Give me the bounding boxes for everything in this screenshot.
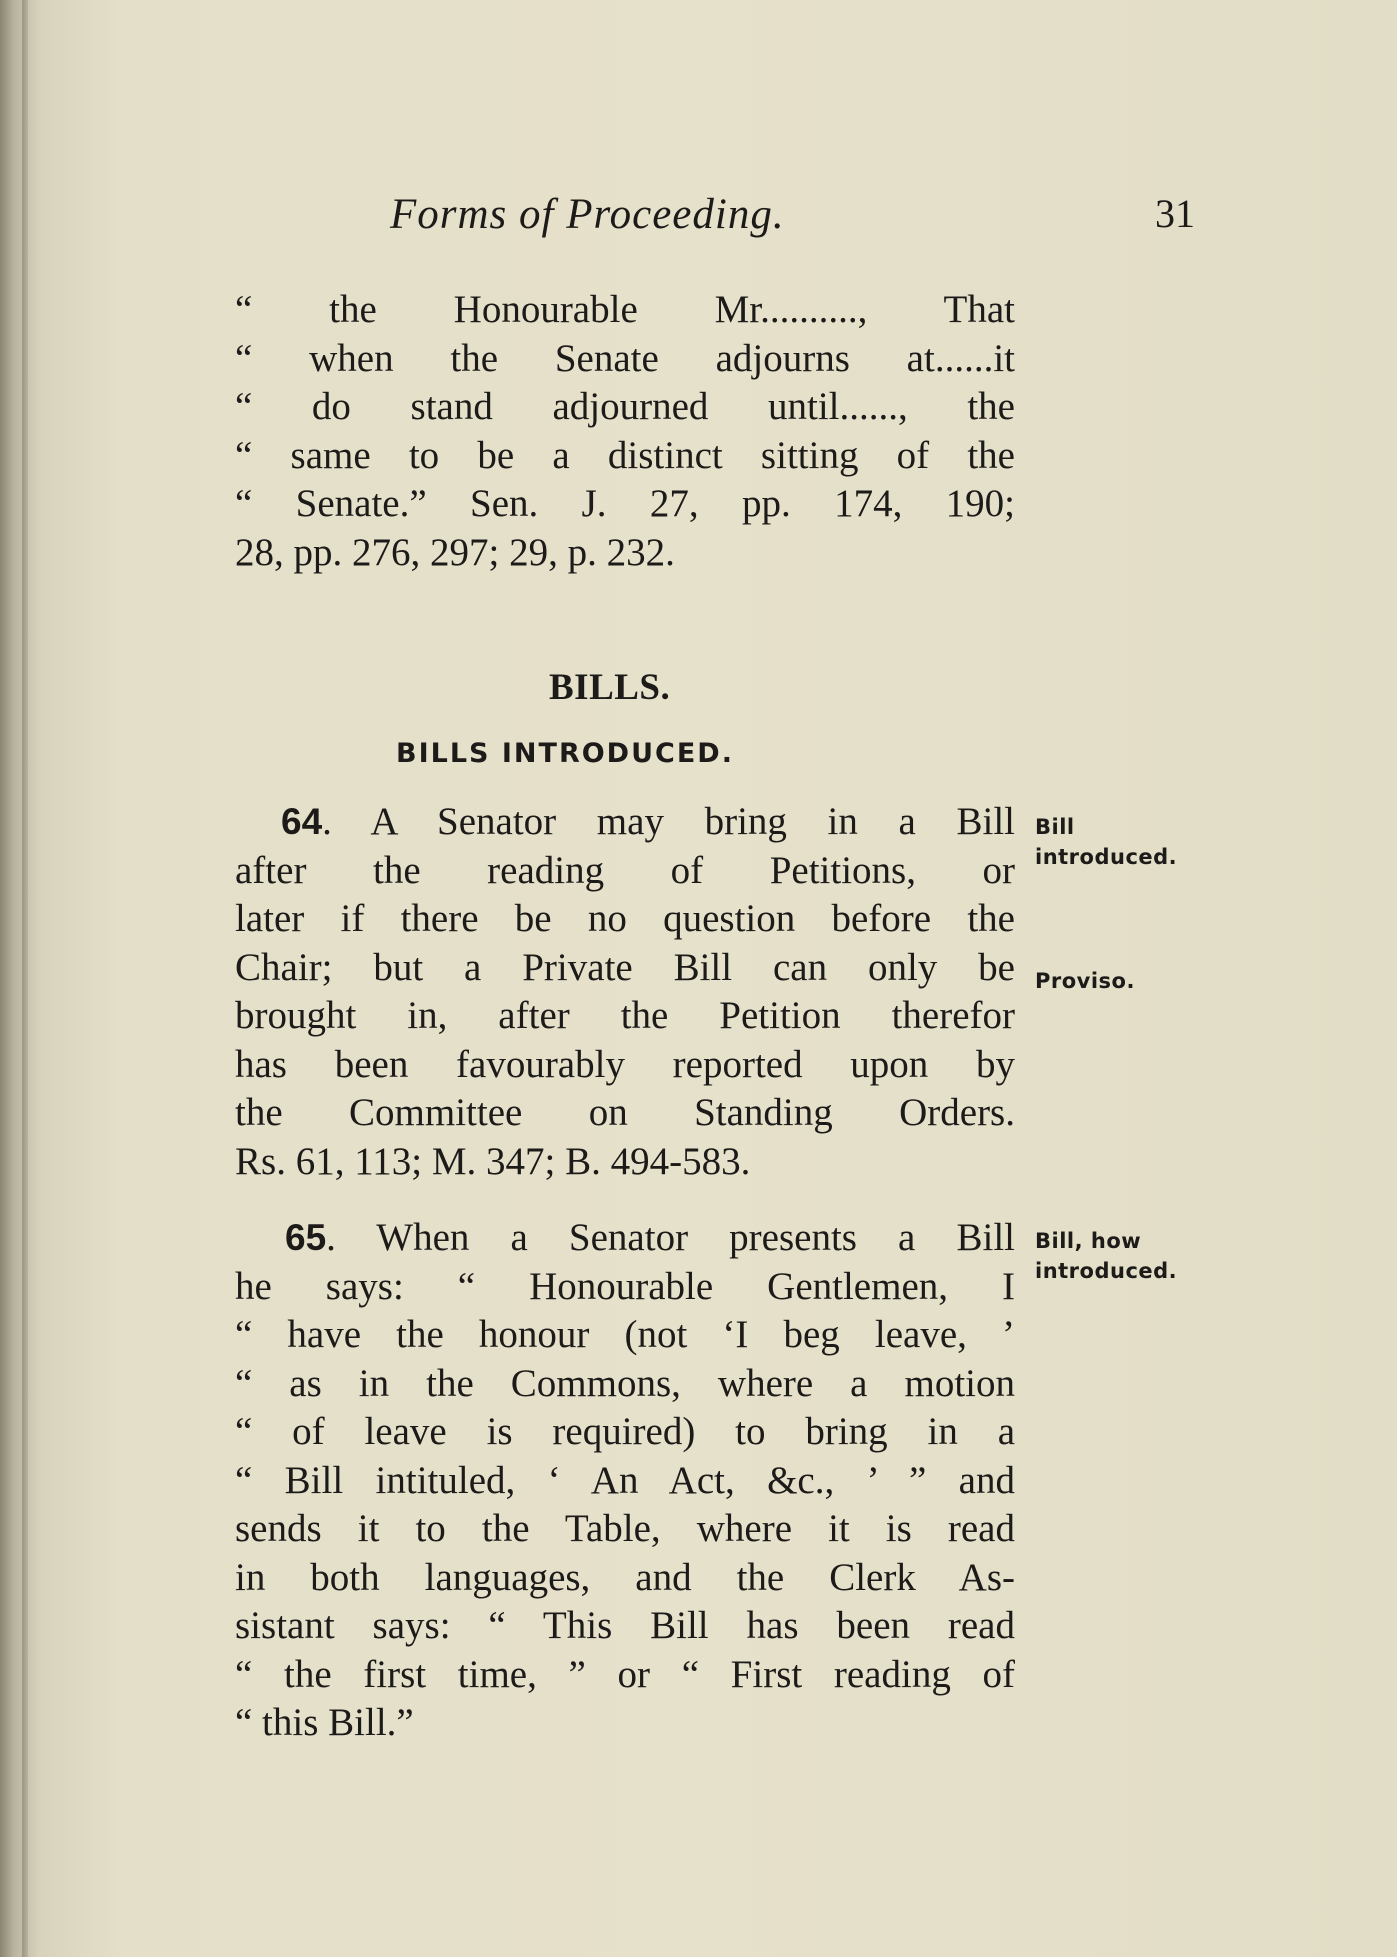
running-title: Forms of Proceeding. [390, 191, 785, 238]
text-line: he says: “ Honourable Gentlemen, I [235, 1264, 1015, 1308]
top-paragraph [235, 286, 1015, 577]
page-header [0, 190, 1397, 250]
text-line: 28, pp. 276, 297; 29, p. 232. [235, 530, 675, 574]
text-line: “ of leave is required) to bring in a [235, 1410, 1015, 1453]
text-line: “ as in the Commons, where a motion [235, 1361, 1015, 1405]
text-line: brought in, after the Petition therefor [235, 994, 1015, 1037]
text-line: sistant says: “ This Bill has been read [235, 1604, 1015, 1647]
text-line: “ same to be a distinct sitting of the [235, 433, 1015, 477]
binding-gutter [22, 0, 28, 1957]
text-line: in both languages, and the Clerk As- [235, 1555, 1015, 1599]
margin-note-bill-introduced [1035, 812, 1177, 872]
section-subheading: BILLS INTRODUCED. [396, 738, 734, 769]
section-title: BILLS. [549, 667, 671, 708]
text-line: Chair; but a Private Bill can only be [235, 945, 1015, 989]
text-line: “ do stand adjourned until......, the [235, 385, 1015, 428]
rule-number: 64 [281, 801, 323, 842]
text-line: “ the Honourable Mr.........., That [235, 288, 1015, 331]
text-line: “ Bill intituled, ‘ An Act, &c., ’ ” and [235, 1458, 1015, 1502]
text-line: “ this Bill.” [235, 1701, 414, 1744]
text-line-content: . A Senator may bring in a Bill [322, 800, 1015, 843]
text-line: after the reading of Petitions, or [235, 848, 1015, 892]
page-number: 31 [1155, 191, 1195, 236]
rule-64-paragraph [235, 798, 1015, 1186]
text-line-content: . When a Senator presents a Bill [326, 1216, 1015, 1259]
text-line-first [235, 798, 1015, 847]
text-line: later if there be no question before the [235, 897, 1015, 940]
text-line: sends it to the Table, where it is read [235, 1507, 1015, 1550]
text-line: has been favourably reported upon by [235, 1042, 1015, 1086]
margin-note-line: Bill, how [1035, 1229, 1142, 1253]
text-line: the Committee on Standing Orders. [235, 1091, 1015, 1134]
rule-number: 65 [285, 1217, 327, 1258]
text-line: “ when the Senate adjourns at......it [235, 336, 1015, 380]
text-line: “ the first time, ” or “ First reading of [235, 1652, 1015, 1696]
text-line: “ have the honour (not ‘I beg leave, ’ [235, 1313, 1015, 1356]
text-line-first [235, 1214, 1015, 1263]
margin-note-line: Bill [1035, 815, 1075, 839]
rule-65-paragraph [235, 1214, 1015, 1748]
margin-note-line: introduced. [1035, 845, 1178, 869]
margin-note-line: introduced. [1035, 1259, 1178, 1283]
margin-note-proviso: Proviso. [1035, 969, 1135, 993]
margin-note-bill-how-introduced [1035, 1226, 1177, 1286]
text-line: Rs. 61, 113; M. 347; B. 494-583. [235, 1139, 751, 1183]
text-line: “ Senate.” Sen. J. 27, pp. 174, 190; [235, 482, 1015, 525]
